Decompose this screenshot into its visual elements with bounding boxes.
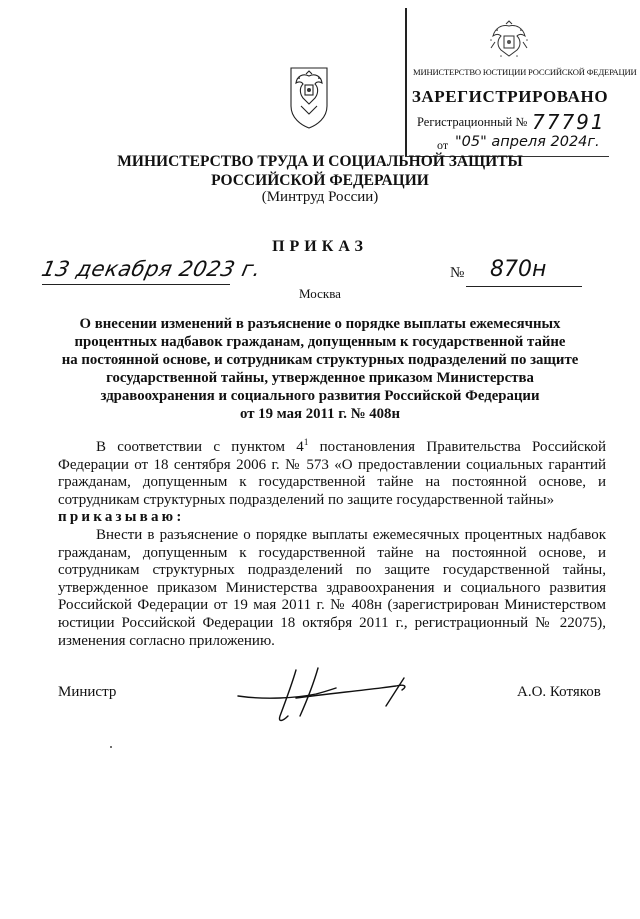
title-line: О внесении изменений в разъяснение о порядке выплаты ежемесячных — [79, 316, 561, 332]
stamp-reg-number-label: Регистрационный № — [417, 115, 528, 129]
ministry-line-2: РОССИЙСКОЙ ФЕДЕРАЦИИ — [211, 172, 429, 189]
signature-icon — [236, 660, 426, 730]
stamp-registered: ЗАРЕГИСТРИРОВАНО — [411, 87, 609, 106]
signer-name: А.О. Котяков — [517, 684, 601, 700]
speck — [110, 746, 112, 748]
order-body — [58, 434, 606, 650]
ministry-short-name: (Минтруд России) — [261, 189, 379, 205]
title-line: на постоянной основе, и сотрудникам структурных подразделений по защите — [61, 352, 579, 368]
registration-stamp — [405, 8, 637, 157]
para1-part1: В соответствии с пунктом 4 — [96, 439, 304, 455]
signer-role: Министр — [58, 684, 117, 700]
stamp-reg-date: "05" апреля 2024г. — [455, 134, 600, 150]
orders-word: приказываю: — [58, 509, 185, 526]
order-date: 13 декабря 2023 г. — [39, 257, 264, 281]
title-line: процентных надбавок гражданам, допущенным к государственной тайне — [74, 334, 566, 350]
para1-superscript: 1 — [303, 437, 309, 447]
title-line: от 19 мая 2011 г. № 408н — [240, 406, 400, 422]
body-paragraph-1 — [58, 434, 606, 509]
number-sign: № — [450, 265, 465, 281]
title-line: здравоохранения и социального развития Российской Федерации — [100, 388, 540, 404]
order-title — [0, 315, 640, 423]
date-underline — [42, 284, 230, 285]
ministry-header — [0, 152, 640, 190]
coat-of-arms-icon — [487, 20, 531, 62]
stamp-date-from: от — [437, 138, 449, 152]
ministry-line-1: МИНИСТЕРСТВО ТРУДА И СОЦИАЛЬНОЙ ЗАЩИТЫ — [117, 153, 523, 170]
title-line: государственной тайны, утвержденное приказом Министерства — [106, 370, 534, 386]
para1-part2: постановления Правительства Российской Федерации от 18 сентября 2006 г. № 573 «О предоставлении социальных гарантий гражданам, допущенным к государственной тайне на постоянной основе, и сотрудникам структурных подразделений по защите государственной тайны» — [58, 439, 606, 508]
stamp-ministry: МИНИСТЕРСТВО ЮСТИЦИИ РОССИЙСКОЙ ФЕДЕРАЦИИ — [413, 67, 637, 77]
document-type-heading: ПРИКАЗ — [272, 238, 368, 255]
city: Москва — [299, 286, 341, 301]
stamp-reg-number: 77791 — [532, 110, 606, 134]
coat-of-arms-icon — [287, 62, 331, 130]
body-paragraph-2: Внести в разъяснение о порядке выплаты ежемесячных процентных надбавок гражданам, допущенным к государственной тайне на постоянной основе, и сотрудникам структурных подразделений по защите государственной тайны, утвержденное приказом Министерства здравоохранения и социального развития Российской Федерации от 19 мая 2011 г. № 408н (зарегистрирован Министерством юстиции Российской Федерации 18 октября 2011 г., регистрационный № 22075), изменения согласно приложению. — [58, 526, 606, 649]
order-number: 870н — [490, 257, 547, 282]
